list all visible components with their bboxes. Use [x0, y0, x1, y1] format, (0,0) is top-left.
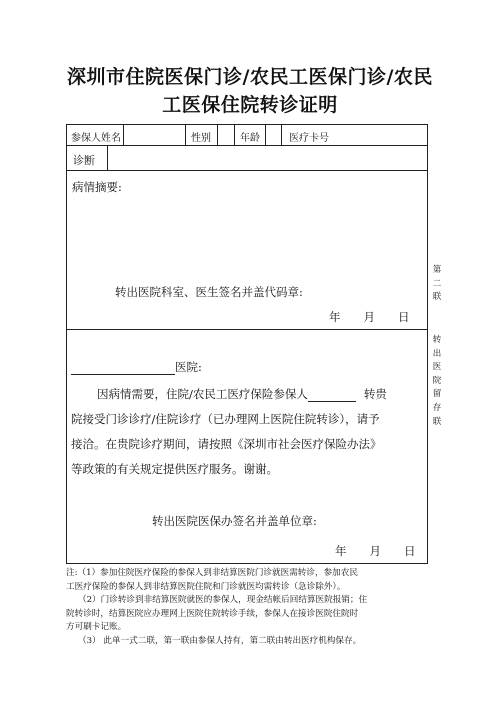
- referral-paragraph-line-3: 接洽。在贵院诊疗期间，请按照《深圳市社会医疗保险办法》: [71, 437, 382, 451]
- side-char: 转: [432, 335, 442, 345]
- side-char: 出: [432, 348, 442, 359]
- referral-form: [66, 124, 428, 564]
- referral-paragraph-line-2: 院接受门诊诊疗/住院诊疗（已办理网上医院住院转诊），请予: [71, 412, 380, 426]
- referral-text-b: 转贵: [363, 387, 387, 401]
- side-char: 二: [432, 278, 442, 289]
- side-label-retained-copy: [431, 334, 443, 429]
- referral-paragraph-line-4: 等政策的有关规定提供医疗服务。谢谢。: [71, 462, 278, 476]
- department-signature-label: 转出医院科室、医生签名并盖代码章:: [115, 285, 303, 299]
- col-divider: [281, 125, 282, 145]
- document-title-line-1: 深圳市住院医保门诊/农民工医保门诊/农民: [67, 66, 433, 88]
- age-field[interactable]: [265, 125, 281, 145]
- hospital-suffix: 医院:: [175, 360, 202, 374]
- receiving-hospital-blank[interactable]: [71, 360, 175, 375]
- receiving-hospital-line: [71, 359, 202, 375]
- col-divider: [185, 125, 186, 145]
- footnote-line: （2）门诊转诊到非结算医院就医的参保人，现金结帐后回结算医院报销；住: [78, 595, 368, 605]
- document-title-line-2: 工医保住院转诊证明: [162, 94, 338, 116]
- insured-name-field[interactable]: [123, 125, 185, 145]
- summary-date: 年 月 日: [329, 310, 410, 324]
- footnotes: [66, 567, 436, 648]
- footnote-line: 工医疗保险的参保人到非结算医院住院和门诊就医均需转诊（急诊除外）。: [66, 581, 346, 592]
- footnote-line: 注:（1）参加住院医疗保险的参保人到非结算医院门诊就医需转诊，参加农民: [66, 568, 358, 578]
- side-char: 联: [432, 416, 442, 427]
- gender-label: 性别: [191, 133, 211, 144]
- side-char: 存: [432, 402, 442, 413]
- medical-card-field[interactable]: [337, 125, 427, 145]
- section-divider: [67, 329, 427, 330]
- diagnosis-field[interactable]: [109, 146, 427, 169]
- referral-text-a: 因病情需要，住院/农民工医疗保险参保人: [97, 387, 308, 401]
- side-char: 医: [432, 362, 442, 373]
- col-divider: [234, 125, 235, 145]
- col-divider: [107, 145, 108, 170]
- gender-field[interactable]: [217, 125, 234, 145]
- side-char: 第: [432, 265, 442, 275]
- diagnosis-label: 诊断: [73, 154, 95, 167]
- medical-card-label: 医疗卡号: [289, 133, 329, 144]
- side-char: 院: [432, 375, 442, 386]
- side-char: 联: [432, 292, 442, 303]
- footnote-line: 方可刷卡记账。: [66, 622, 127, 632]
- insured-name-label: 参保人姓名: [71, 133, 121, 144]
- row-divider: [67, 170, 427, 171]
- insurance-office-stamp-label: 转出医院医保办签名并盖单位章:: [152, 514, 317, 528]
- age-label: 年龄: [240, 133, 260, 144]
- referral-paragraph-line-1: [97, 386, 387, 402]
- footnote-line: 院转诊时，结算医院应办理网上医院住院转诊手续，参保人在接诊医院住院时: [66, 608, 359, 619]
- side-char: 留: [432, 389, 442, 400]
- condition-summary-label: 病情摘要:: [72, 180, 122, 194]
- referral-date: 年 月 日: [335, 544, 416, 558]
- insured-person-blank[interactable]: [308, 387, 356, 402]
- side-label-copy-number: [431, 264, 443, 305]
- footnote-line: （3） 此单一式二联，第一联由参保人持有，第二联由转出医疗机构保存。: [78, 635, 362, 646]
